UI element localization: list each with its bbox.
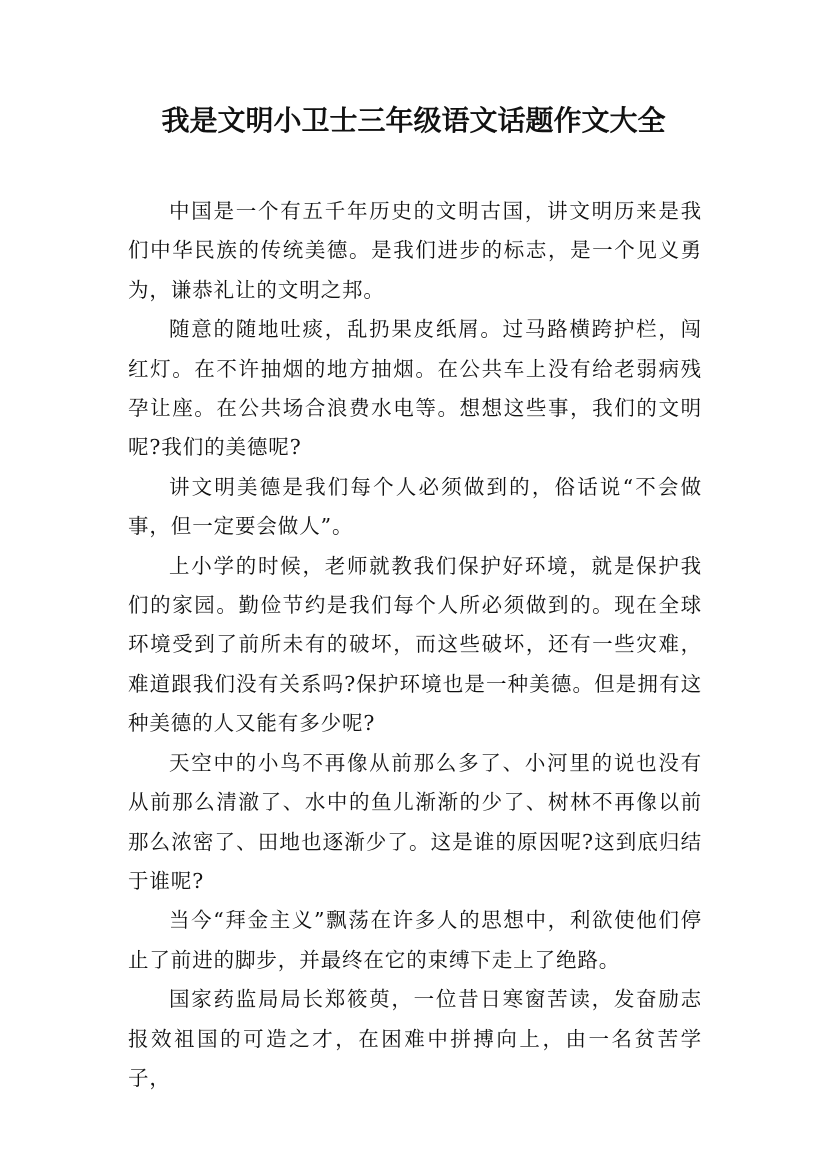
paragraph-2: 随意的随地吐痰，乱扔果皮纸屑。过马路横跨护栏，闯红灯。在不许抽烟的地方抽烟。在公共车上没有给老弱病残孕让座。在公共场合浪费水电等。想想这些事，我们的文明呢?我们的美德呢? [128,317,702,460]
document-title: 我是文明小卫士三年级语文话题作文大全 [161,104,666,137]
paragraph-3: 讲文明美德是我们每个人必须做到的，俗话说“不会做事，但一定要会做人”。 [128,474,702,539]
paragraph-7: 国家药监局局长郑筱萸，一位昔日寒窗苦读，发奋励志报效祖国的可造之才，在困难中拼搏向上，由一名贫苦学子， [128,987,702,1090]
paragraph-6: 当今“拜金主义”飘荡在许多人的思想中，利欲使他们停止了前进的脚步，并最终在它的束缚下走上了绝路。 [128,908,702,972]
paragraph-1: 中国是一个有五千年历史的文明古国，讲文明历来是我们中华民族的传统美德。是我们进步的标志，是一个见义勇为，谦恭礼让的文明之邦。 [128,199,702,302]
document-body [128,192,702,1098]
paragraph-4: 上小学的时候，老师就教我们保护好环境，就是保护我们的家园。勤俭节约是我们每个人所必须做到的。现在全球环境受到了前所未有的破坏，而这些破坏，还有一些灾难，难道跟我们没有关系吗?保护环境也是一种美德。但是拥有这种美德的人又能有多少呢? [128,553,702,736]
paragraph-5: 天空中的小鸟不再像从前那么多了、小河里的说也没有从前那么清澈了、水中的鱼儿渐渐的少了、树林不再像以前那么浓密了、田地也逐渐少了。这是谁的原因呢?这到底归结于谁呢? [128,750,702,893]
